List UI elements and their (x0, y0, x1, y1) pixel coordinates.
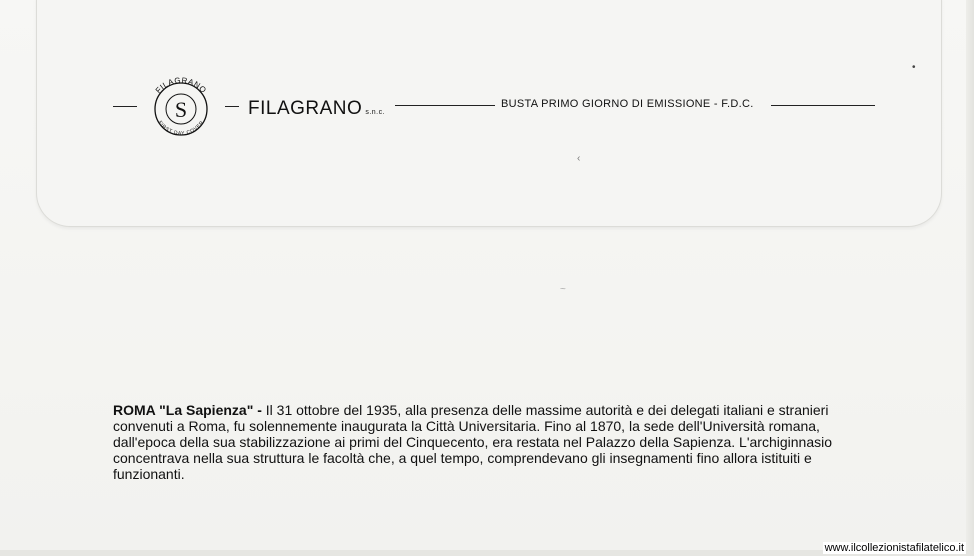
rule-left (113, 106, 137, 107)
description-body: Il 31 ottobre del 1935, alla presenza delle massime autorità e dei delegati italiani e stranieri convenuti a Roma, fu solennemente inaugurata la Città Universitaria. Fino al 1870, la sede dell'Università romana, dall'epoca della sua stabilizzazione ai primi del Cinquecento, era restata nel Palazzo della Sapienza. L'archiginnasio concentrava nella sua struttura le facoltà che, a quel tempo, comprendevano gli insegnamenti fino allora istituiti e funzionanti. (113, 402, 833, 482)
website-watermark: www.ilcollezionistafilatelico.it (824, 542, 964, 554)
brand-name (248, 98, 385, 120)
svg-text:FIRST DAY COVER: FIRST DAY COVER (156, 119, 206, 137)
smudge-mark: ‹ (577, 153, 581, 164)
filagrano-seal-logo (141, 77, 221, 137)
brand-suffix: s.n.c. (365, 109, 386, 116)
rule-before-label (395, 105, 495, 106)
description-text (113, 402, 873, 482)
rule-after-seal (225, 106, 239, 107)
smudge-mark: • (912, 62, 916, 73)
first-day-cover-label: BUSTA PRIMO GIORNO DI EMISSIONE - F.D.C. (501, 98, 754, 110)
brand-name-text: FILAGRANO (248, 98, 363, 119)
svg-text:S: S (174, 97, 188, 122)
rule-after-label (771, 105, 875, 106)
description-title: ROMA "La Sapienza" - (113, 402, 262, 418)
smudge-mark: ~ (560, 284, 566, 295)
svg-text:FILAGRANO: FILAGRANO (153, 77, 209, 96)
